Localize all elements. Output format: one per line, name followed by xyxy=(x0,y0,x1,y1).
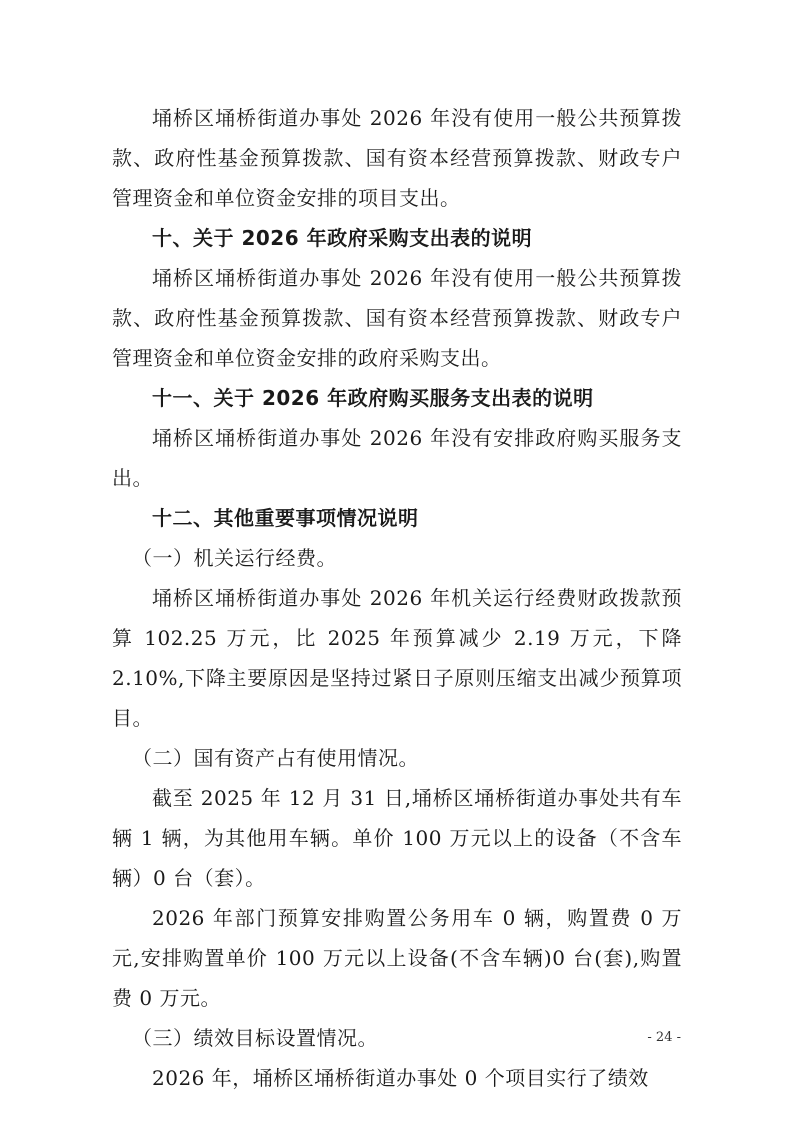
page-number: - 24 - xyxy=(647,1030,681,1045)
paragraph-vehicle-purchase: 2026 年部门预算安排购置公务用车 0 辆，购置费 0 万元,安排购置单价 100 万元以上设备(不含车辆)0 台(套),购置费 0 万元。 xyxy=(112,906,682,1010)
paragraph-government-purchase-services: 埇桥区埇桥街道办事处 2026 年没有安排政府购买服务支出。 xyxy=(112,426,682,490)
paragraph-project-expenditure: 埇桥区埇桥街道办事处 2026 年没有使用一般公共预算拨款、政府性基金预算拨款、国有资本经营预算拨款、财政专户管理资金和单位资金安排的项目支出。 xyxy=(112,106,682,210)
paragraph-government-procurement: 埇桥区埇桥街道办事处 2026 年没有使用一般公共预算拨款、政府性基金预算拨款、国有资本经营预算拨款、财政专户管理资金和单位资金安排的政府采购支出。 xyxy=(112,266,682,370)
subheading-operating-expenses: （一）机关运行经费。 xyxy=(132,546,337,570)
paragraph-operating-expenses: 埇桥区埇桥街道办事处 2026 年机关运行经费财政拨款预算 102.25 万元，比 2025 年预算减少 2.19 万元，下降 2.10%,下降主要原因是坚持过紧日子原则压缩支出减少预算项目。 xyxy=(112,586,682,730)
heading-section-12: 十二、其他重要事项情况说明 xyxy=(152,506,419,530)
paragraph-state-assets: 截至 2025 年 12 月 31 日,埇桥区埇桥街道办事处共有车辆 1 辆，为其他用车辆。单价 100 万元以上的设备（不含车辆）0 台（套）。 xyxy=(112,786,682,890)
heading-section-11: 十一、关于 2026 年政府购买服务支出表的说明 xyxy=(152,386,594,410)
document-body xyxy=(112,98,682,1098)
heading-section-10: 十、关于 2026 年政府采购支出表的说明 xyxy=(152,226,533,250)
paragraph-performance-targets: 2026 年，埇桥区埇桥街道办事处 0 个项目实行了绩效 xyxy=(152,1066,649,1090)
subheading-state-assets: （二）国有资产占有使用情况。 xyxy=(132,746,419,770)
subheading-performance-targets: （三）绩效目标设置情况。 xyxy=(132,1026,378,1050)
